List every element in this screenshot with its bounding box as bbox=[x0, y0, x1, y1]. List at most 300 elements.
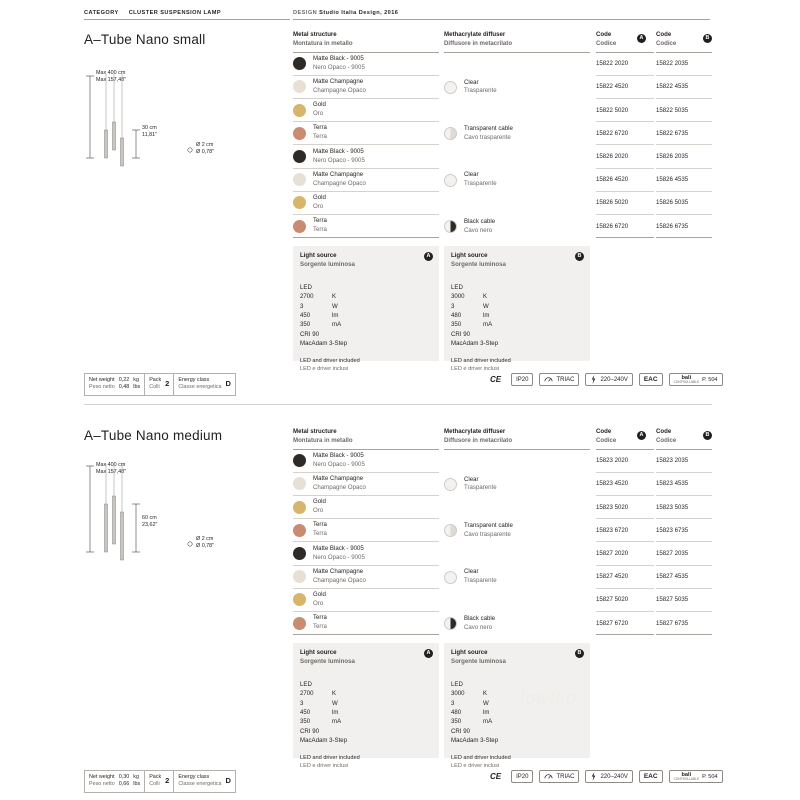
weight-bar-1 bbox=[84, 373, 236, 396]
code-value: 15826 4520 bbox=[596, 176, 629, 184]
finish-name: Matte Champagne bbox=[313, 567, 364, 575]
energy-class-cell bbox=[173, 770, 236, 793]
diffuser-name-it: Cavo trasparente bbox=[464, 133, 511, 141]
table-row[interactable] bbox=[656, 473, 712, 496]
eac-icon: EAC bbox=[639, 373, 663, 386]
swatch-icon bbox=[293, 80, 306, 93]
ip-rating bbox=[511, 373, 533, 386]
code-value: 15823 2035 bbox=[656, 457, 689, 465]
list-item[interactable] bbox=[293, 76, 439, 99]
code-value: 15826 4535 bbox=[656, 176, 689, 184]
list-item[interactable] bbox=[293, 215, 439, 238]
ls-spec-table bbox=[300, 680, 432, 746]
page-title-2: A–Tube Nano medium bbox=[84, 428, 223, 443]
spec-unit: mA bbox=[332, 321, 342, 329]
finish-name: Gold bbox=[313, 498, 326, 506]
finish-name-it: Oro bbox=[313, 202, 324, 210]
code-a-column-2 bbox=[596, 428, 654, 635]
table-row[interactable] bbox=[596, 122, 654, 145]
spec-unit: W bbox=[332, 302, 338, 310]
spec-value: MacAdam 3-Step bbox=[300, 340, 348, 348]
class-label-en: Energy class bbox=[178, 376, 210, 383]
net-weight-label-it: Peso netto bbox=[89, 781, 115, 788]
page-ref: P. 504 bbox=[702, 773, 718, 780]
diffuser-name: Transparent cable bbox=[464, 124, 513, 132]
list-item[interactable] bbox=[444, 519, 590, 542]
dim-drop-cm-2: 60 cm bbox=[142, 515, 157, 521]
code-a-column-1 bbox=[596, 31, 654, 238]
product-drawing-1 bbox=[84, 70, 284, 190]
diffuser-name-it: Trasparente bbox=[464, 577, 497, 585]
half-sphere-dark-icon bbox=[444, 617, 457, 630]
finish-name-it: Oro bbox=[313, 110, 324, 118]
code-value: 15827 5035 bbox=[656, 596, 689, 604]
list-item[interactable] bbox=[444, 612, 590, 635]
certification-bar-1 bbox=[486, 373, 723, 386]
bali-label: bali bbox=[681, 374, 692, 381]
spec-unit: mA bbox=[483, 321, 493, 329]
diffuser-subtitle: Diffusore in metacrilato bbox=[444, 39, 513, 47]
spec-value: CRI 90 bbox=[451, 727, 470, 735]
badge-a: A bbox=[637, 34, 646, 43]
ls-title: Light source bbox=[300, 252, 337, 259]
dimmer-icon bbox=[544, 375, 553, 384]
ls-note-en: LED and driver included bbox=[451, 357, 511, 364]
spacer bbox=[444, 145, 590, 168]
pack-cell bbox=[144, 770, 173, 793]
spec-value: 2700 bbox=[300, 690, 314, 698]
list-item[interactable] bbox=[293, 589, 439, 612]
code-b-title: Code bbox=[656, 31, 672, 38]
metal-subtitle: Montatura in metallo bbox=[293, 39, 353, 47]
eac-icon: EAC bbox=[639, 770, 663, 783]
finish-name-it: Terra bbox=[313, 226, 327, 234]
unit-kg: kg bbox=[133, 773, 139, 780]
table-row[interactable] bbox=[656, 192, 712, 215]
light-source-a-2 bbox=[293, 643, 439, 769]
spacer bbox=[444, 53, 590, 76]
voltage bbox=[585, 373, 632, 386]
swatch-icon bbox=[293, 501, 306, 514]
spec-value: 3000 bbox=[451, 690, 465, 698]
dimmer-icon bbox=[544, 772, 553, 781]
finish-name-it: Terra bbox=[313, 623, 327, 631]
code-value: 15827 4520 bbox=[596, 573, 629, 581]
diffuser-column-2 bbox=[444, 428, 590, 635]
spec-value: MacAdam 3-Step bbox=[451, 340, 499, 348]
finish-name: Matte Champagne bbox=[313, 170, 364, 178]
list-item[interactable] bbox=[444, 169, 590, 192]
spec-value: MacAdam 3-Step bbox=[300, 737, 348, 745]
table-row[interactable] bbox=[596, 99, 654, 122]
code-value: 15823 2020 bbox=[596, 457, 629, 465]
unit-lbs: lbs bbox=[133, 781, 141, 788]
page-ref: P. 504 bbox=[702, 376, 718, 383]
code-value: 15826 5020 bbox=[596, 199, 629, 207]
ls-note-it: LED e driver inclusi bbox=[300, 365, 349, 372]
spec-unit: lm bbox=[332, 708, 339, 716]
spec-unit: W bbox=[332, 699, 338, 707]
code-a-title: Code bbox=[596, 31, 612, 38]
spec-unit: K bbox=[332, 690, 337, 698]
diffuser-name-it: Cavo nero bbox=[464, 226, 493, 234]
diffuser-name: Clear bbox=[464, 78, 479, 86]
dim-dia-in-2: Ø 0,78" bbox=[196, 543, 215, 550]
spacer bbox=[444, 496, 590, 519]
swatch-icon bbox=[293, 57, 306, 70]
diffuser-title: Methacrylate diffuser bbox=[444, 428, 506, 435]
table-row[interactable] bbox=[656, 612, 712, 635]
bali-label: bali bbox=[681, 771, 692, 778]
pack-value: 2 bbox=[165, 378, 170, 388]
spec-value: 3 bbox=[300, 699, 304, 707]
list-item[interactable] bbox=[293, 612, 439, 635]
voltage-value: 220–240V bbox=[600, 376, 628, 383]
finish-name-it: Nero Opaco - 9005 bbox=[313, 156, 365, 164]
list-item[interactable] bbox=[444, 566, 590, 589]
list-item[interactable] bbox=[444, 215, 590, 238]
table-row[interactable] bbox=[656, 519, 712, 542]
spec-unit: mA bbox=[483, 718, 493, 726]
code-value: 15823 6720 bbox=[596, 526, 629, 534]
list-item[interactable] bbox=[293, 450, 439, 473]
list-item[interactable] bbox=[293, 473, 439, 496]
dimmer-triac bbox=[539, 373, 579, 386]
code-value: 15822 2035 bbox=[656, 60, 689, 68]
spec-unit: lm bbox=[483, 708, 490, 716]
drawing-svg-2 bbox=[84, 452, 284, 582]
code-value: 15826 2020 bbox=[596, 153, 629, 160]
table-row[interactable] bbox=[596, 169, 654, 192]
swatch-icon bbox=[293, 196, 306, 209]
table-row[interactable] bbox=[656, 542, 712, 565]
table-row[interactable] bbox=[656, 566, 712, 589]
code-value: 15823 6735 bbox=[656, 526, 689, 534]
code-value: 15826 2035 bbox=[656, 153, 689, 160]
table-row[interactable] bbox=[596, 192, 654, 215]
spec-unit: K bbox=[483, 293, 488, 301]
badge-b: B bbox=[575, 252, 584, 261]
dim-max-in-1: Max 157,48" bbox=[96, 77, 127, 84]
badge-b: B bbox=[703, 431, 712, 440]
metal-column-1 bbox=[293, 31, 439, 238]
swatch-icon bbox=[293, 547, 306, 560]
pack-label-en: Pack bbox=[149, 376, 162, 383]
bali-badge[interactable] bbox=[669, 770, 723, 783]
spec-unit: lm bbox=[332, 311, 339, 319]
swatch-icon bbox=[293, 617, 306, 630]
table-row[interactable] bbox=[656, 215, 712, 238]
swatch-icon bbox=[293, 477, 306, 490]
swatch-icon bbox=[293, 593, 306, 606]
table-row[interactable] bbox=[596, 496, 654, 519]
list-item[interactable] bbox=[444, 122, 590, 145]
list-item[interactable] bbox=[444, 76, 590, 99]
list-item[interactable] bbox=[293, 122, 439, 145]
class-value: D bbox=[225, 378, 231, 388]
finish-name: Terra bbox=[313, 521, 327, 529]
product-drawing-2 bbox=[84, 452, 284, 582]
table-row[interactable] bbox=[596, 542, 654, 565]
table-row[interactable] bbox=[656, 169, 712, 192]
spec-value: CRI 90 bbox=[451, 330, 470, 338]
code-value: 15826 6735 bbox=[656, 222, 689, 230]
spec-value: LED bbox=[300, 283, 312, 291]
code-value: 15827 2035 bbox=[656, 550, 689, 557]
spec-unit: W bbox=[483, 302, 489, 310]
spec-value: 3000 bbox=[451, 293, 465, 301]
code-value: 15827 4535 bbox=[656, 573, 689, 581]
ip-value: IP20 bbox=[516, 376, 529, 383]
list-item[interactable] bbox=[293, 99, 439, 122]
ls-note-en: LED and driver included bbox=[451, 754, 511, 761]
spec-value: 480 bbox=[451, 311, 462, 319]
ls-subtitle: Sorgente luminosa bbox=[300, 260, 355, 268]
drawing-svg-1 bbox=[84, 70, 284, 190]
finish-name-it: Terra bbox=[313, 133, 327, 141]
spec-value: CRI 90 bbox=[300, 727, 319, 735]
list-item[interactable] bbox=[293, 519, 439, 542]
finish-name: Terra bbox=[313, 614, 327, 622]
dim-max-in-2: Max 157,48" bbox=[96, 469, 127, 476]
dim-dia-cm-2: Ø 2 cm bbox=[196, 536, 214, 542]
clear-sphere-icon bbox=[444, 478, 457, 491]
half-sphere-dark-icon bbox=[444, 220, 457, 233]
watermark: lowleo bbox=[520, 688, 578, 708]
class-label-en: Energy class bbox=[178, 773, 210, 780]
code-b-title: Code bbox=[656, 428, 672, 435]
spec-unit: K bbox=[483, 690, 488, 698]
spec-unit: W bbox=[483, 699, 489, 707]
finish-name: Terra bbox=[313, 124, 327, 132]
category-bar bbox=[84, 10, 290, 20]
code-b-subtitle: Codice bbox=[656, 436, 677, 444]
badge-a: A bbox=[424, 649, 433, 658]
diffuser-name: Black cable bbox=[464, 614, 496, 622]
diffuser-name-it: Cavo nero bbox=[464, 623, 493, 631]
spec-value: MacAdam 3-Step bbox=[451, 737, 499, 745]
table-row[interactable] bbox=[656, 589, 712, 612]
certification-bar-2 bbox=[486, 770, 723, 783]
half-sphere-icon bbox=[444, 127, 457, 140]
badge-a: A bbox=[424, 252, 433, 261]
ce-icon: CE bbox=[490, 772, 502, 781]
spec-value: 480 bbox=[451, 708, 462, 716]
diffuser-name-it: Trasparente bbox=[464, 180, 497, 188]
spec-value: 450 bbox=[300, 708, 311, 716]
list-item[interactable] bbox=[293, 192, 439, 215]
finish-name: Matte Black - 9005 bbox=[313, 451, 364, 459]
table-row[interactable] bbox=[596, 145, 654, 168]
finish-name-it: Oro bbox=[313, 507, 324, 515]
divider bbox=[293, 19, 710, 20]
spacer bbox=[444, 589, 590, 612]
table-row[interactable] bbox=[656, 99, 712, 122]
finish-name-it: Nero Opaco - 9005 bbox=[313, 460, 365, 468]
finish-list-1 bbox=[293, 53, 439, 239]
code-value: 15827 5020 bbox=[596, 596, 629, 604]
spec-value: 3 bbox=[451, 302, 455, 310]
spec-unit: K bbox=[332, 293, 337, 301]
diffuser-name: Clear bbox=[464, 568, 479, 576]
net-weight-kg: 0,22 bbox=[118, 376, 130, 383]
ls-title: Light source bbox=[451, 252, 488, 259]
swatch-icon bbox=[293, 150, 306, 163]
spec-value: 350 bbox=[451, 321, 462, 329]
finish-name-it: Oro bbox=[313, 599, 324, 607]
code-value: 15823 5020 bbox=[596, 503, 629, 511]
clear-sphere-icon bbox=[444, 571, 457, 584]
finish-name-it: Champagne Opaco bbox=[313, 86, 366, 94]
diffuser-title: Methacrylate diffuser bbox=[444, 31, 506, 38]
badge-b: B bbox=[575, 649, 584, 658]
code-b-column-1 bbox=[656, 31, 712, 238]
voltage bbox=[585, 770, 632, 783]
code-value: 15826 6720 bbox=[596, 222, 629, 230]
code-value: 15822 5035 bbox=[656, 106, 689, 114]
code-value: 15826 5035 bbox=[656, 199, 689, 207]
code-value: 15823 5035 bbox=[656, 503, 689, 511]
net-weight-cell bbox=[84, 373, 144, 396]
half-sphere-icon bbox=[444, 524, 457, 537]
table-row[interactable] bbox=[596, 450, 654, 473]
code-value: 15822 2020 bbox=[596, 60, 629, 68]
net-weight-lbs: 0,48 bbox=[118, 384, 130, 391]
ls-note-en: LED and driver included bbox=[300, 754, 360, 761]
code-value: 15822 4535 bbox=[656, 83, 689, 91]
table-row[interactable] bbox=[656, 450, 712, 473]
ls-spec-table bbox=[451, 283, 583, 349]
class-value: D bbox=[225, 775, 231, 785]
bali-badge[interactable] bbox=[669, 373, 723, 386]
code-a-title: Code bbox=[596, 428, 612, 435]
code-value: 15827 6720 bbox=[596, 619, 629, 627]
finish-name: Matte Champagne bbox=[313, 475, 364, 483]
class-label-it: Classe energetica bbox=[178, 384, 222, 391]
spec-value: 350 bbox=[451, 718, 462, 726]
energy-class-cell bbox=[173, 373, 236, 396]
finish-name-it: Nero Opaco - 9005 bbox=[313, 553, 365, 561]
table-row[interactable] bbox=[656, 145, 712, 168]
pack-value: 2 bbox=[165, 775, 170, 785]
swatch-icon bbox=[293, 173, 306, 186]
finish-name: Gold bbox=[313, 101, 326, 109]
finish-name: Matte Champagne bbox=[313, 78, 364, 86]
finish-name: Matte Black - 9005 bbox=[313, 147, 364, 155]
swatch-icon bbox=[293, 570, 306, 583]
light-source-a-1 bbox=[293, 246, 439, 372]
dim-max-1: Max 400 cm bbox=[96, 70, 126, 76]
diffuser-name: Transparent cable bbox=[464, 521, 513, 529]
design-bar bbox=[293, 10, 710, 20]
table-row[interactable] bbox=[596, 566, 654, 589]
diffuser-name: Black cable bbox=[464, 217, 496, 225]
dim-drop-in-2: 23,62" bbox=[142, 522, 158, 529]
ce-icon: CE bbox=[490, 375, 502, 384]
weight-bar-2 bbox=[84, 770, 236, 793]
table-row[interactable] bbox=[596, 53, 654, 76]
net-weight-label-it: Peso netto bbox=[89, 384, 115, 391]
spacer bbox=[444, 542, 590, 565]
diffuser-name: Clear bbox=[464, 475, 479, 483]
finish-name-it: Champagne Opaco bbox=[313, 576, 366, 584]
code-value: 15822 5020 bbox=[596, 106, 629, 114]
finish-list-2 bbox=[293, 450, 439, 636]
list-item[interactable] bbox=[293, 145, 439, 168]
list-item[interactable] bbox=[293, 169, 439, 192]
code-a-subtitle: Codice bbox=[596, 39, 617, 47]
table-row[interactable] bbox=[656, 76, 712, 99]
list-item[interactable] bbox=[293, 53, 439, 76]
table-row[interactable] bbox=[656, 122, 712, 145]
table-row[interactable] bbox=[596, 519, 654, 542]
swatch-icon bbox=[293, 454, 306, 467]
dim-drop-cm-1: 30 cm bbox=[142, 125, 157, 131]
code-value: 15822 6720 bbox=[596, 129, 629, 137]
net-weight-kg: 0,30 bbox=[118, 773, 130, 780]
light-source-b-1 bbox=[444, 246, 590, 372]
list-item[interactable] bbox=[444, 473, 590, 496]
list-item[interactable] bbox=[293, 496, 439, 519]
table-row[interactable] bbox=[656, 53, 712, 76]
unit-kg: kg bbox=[133, 376, 139, 383]
table-row[interactable] bbox=[596, 215, 654, 238]
design-label: DESIGN bbox=[293, 10, 318, 16]
spec-value: 3 bbox=[300, 302, 304, 310]
table-row[interactable] bbox=[656, 496, 712, 519]
swatch-icon bbox=[293, 524, 306, 537]
code-a-subtitle: Codice bbox=[596, 436, 617, 444]
pack-label-it: Colli bbox=[149, 781, 160, 788]
diffuser-list-2 bbox=[444, 450, 590, 636]
badge-b: B bbox=[703, 34, 712, 43]
ls-note-it: LED e driver inclusi bbox=[300, 762, 349, 769]
metal-column-2 bbox=[293, 428, 439, 635]
voltage-value: 220–240V bbox=[600, 773, 628, 780]
table-row[interactable] bbox=[596, 473, 654, 496]
net-weight-label-en: Net weight bbox=[89, 376, 115, 383]
list-item[interactable] bbox=[293, 566, 439, 589]
ip-value: IP20 bbox=[516, 773, 529, 780]
diffuser-name-it: Cavo trasparente bbox=[464, 530, 511, 538]
class-label-it: Classe energetica bbox=[178, 781, 222, 788]
table-row[interactable] bbox=[596, 76, 654, 99]
spec-value: LED bbox=[300, 680, 312, 688]
ls-subtitle: Sorgente luminosa bbox=[451, 657, 506, 665]
clear-sphere-icon bbox=[444, 81, 457, 94]
unit-lbs: lbs bbox=[133, 384, 141, 391]
code-value: 15823 4535 bbox=[656, 480, 689, 488]
diffuser-name-it: Trasparente bbox=[464, 87, 497, 95]
table-row[interactable] bbox=[596, 612, 654, 635]
dim-drop-in-1: 11,81" bbox=[142, 132, 158, 139]
spec-unit: lm bbox=[483, 311, 490, 319]
ls-title: Light source bbox=[451, 649, 488, 656]
dim-max-2: Max 400 cm bbox=[96, 462, 126, 468]
category-label: CATEGORY bbox=[84, 10, 119, 16]
table-row[interactable] bbox=[596, 589, 654, 612]
spec-value: 2700 bbox=[300, 293, 314, 301]
badge-a: A bbox=[637, 431, 646, 440]
list-item[interactable] bbox=[293, 542, 439, 565]
finish-name: Matte Black - 9005 bbox=[313, 544, 364, 552]
ls-note-it: LED e driver inclusi bbox=[451, 365, 500, 372]
spec-value: CRI 90 bbox=[300, 330, 319, 338]
code-value: 15827 2020 bbox=[596, 550, 629, 557]
spec-value: 350 bbox=[300, 718, 311, 726]
finish-name-it: Champagne Opaco bbox=[313, 179, 366, 187]
finish-name: Gold bbox=[313, 591, 326, 599]
